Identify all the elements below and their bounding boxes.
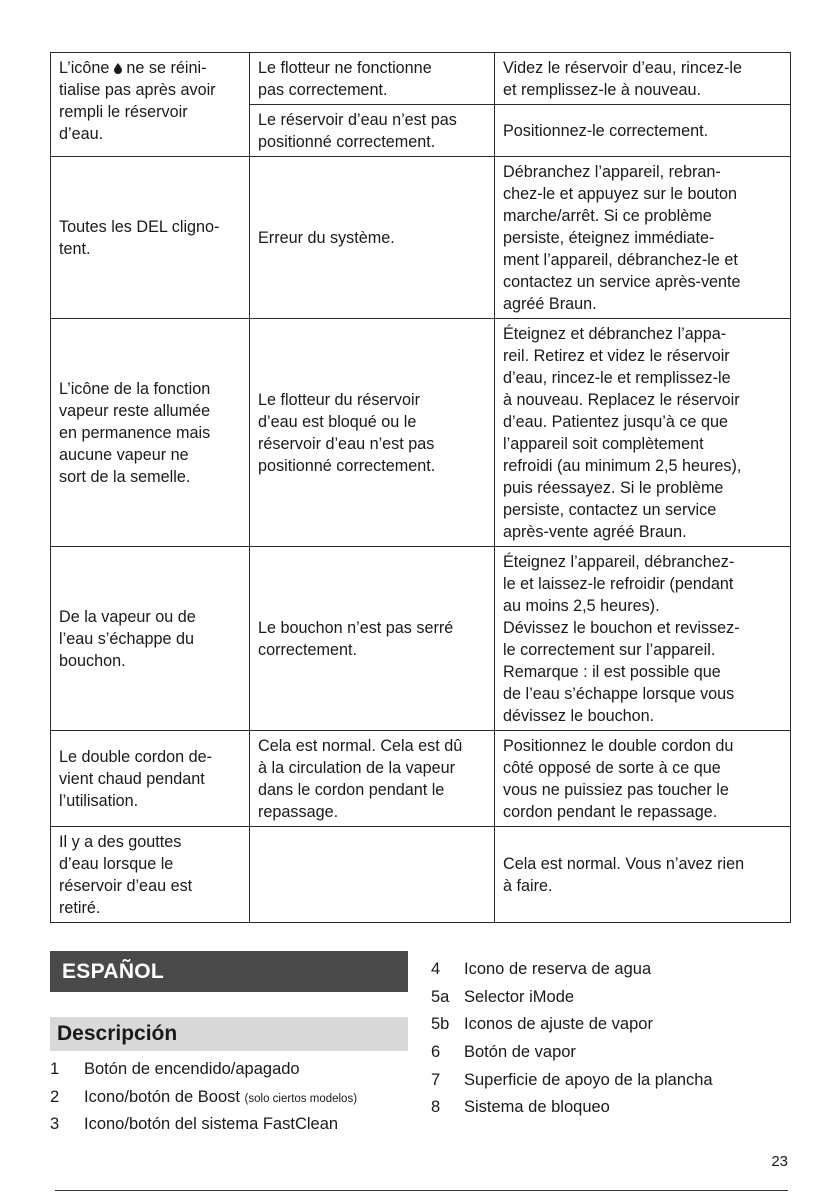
cause-cell: Le réservoir d’eau n’est pas positionné correctement.: [250, 105, 495, 157]
cause-cell: Cela est normal. Cela est dû à la circulation de la vapeur dans le cordon pendant le repassage.: [250, 731, 495, 827]
solution-cell: Positionnez le double cordon du côté opposé de sorte à ce que vous ne puissiez pas toucher le cordon pendant le repassage.: [495, 731, 791, 827]
list-item: 7 Superficie de apoyo de la plancha: [431, 1070, 713, 1089]
problem-cell: De la vapeur ou de l’eau s’échappe du bouchon.: [51, 547, 250, 731]
water-drop-icon: [114, 63, 122, 74]
solution-cell: Débranchez l’appareil, rebran- chez-le et appuyez sur le bouton marche/arrêt. Si ce problème persiste, éteignez immédiate- ment l’appareil, débranchez-le et contactez un service après-vente agréé Braun.: [495, 157, 791, 319]
problem-cell: L’icône ne se réini- tialise pas après avoir rempli le réservoir d’eau.: [51, 53, 250, 157]
footer-divider: [55, 1190, 788, 1191]
table-row: [51, 547, 791, 731]
problem-cell: Le double cordon de- vient chaud pendant l’utilisation.: [51, 731, 250, 827]
cause-cell: Erreur du système.: [250, 157, 495, 319]
troubleshooting-table: [50, 52, 791, 923]
parts-list: [50, 1056, 357, 1139]
description-heading: Descripción: [50, 1017, 408, 1051]
problem-cell: L’icône de la fonction vapeur reste allumée en permanence mais aucune vapeur ne sort de la semelle.: [51, 319, 250, 547]
table-row: [51, 157, 791, 319]
list-item: 5a Selector iMode: [431, 987, 575, 1006]
list-item: 4 Icono de reserva de agua: [431, 960, 652, 978]
list-item: 6 Botón de vapor: [431, 1043, 576, 1062]
solution-cell: Videz le réservoir d’eau, rincez-le et remplissez-le à nouveau.: [495, 53, 791, 105]
solution-cell: Positionnez-le correctement.: [495, 105, 791, 157]
table-row: [51, 827, 791, 923]
list-item: 5b Iconos de ajuste de vapor: [431, 1015, 653, 1034]
problem-cell: Toutes les DEL cligno- tent.: [51, 157, 250, 319]
language-section-title: ESPAÑOL: [50, 951, 408, 992]
list-item: 2 Icono/botón de Boost (solo ciertos modelos): [50, 1087, 358, 1106]
solution-cell: Éteignez et débranchez l’appa- reil. Retirez et videz le réservoir d’eau, rincez-le et remplissez-le à nouveau. Replacez le réservoir d’eau. Patientez jusqu’à ce que l’appareil soit complètement refroidi (au minimum 2,5 heures), puis réessayez. Si le problème persiste, contactez un service après-vente agréé Braun.: [495, 319, 791, 547]
cause-cell: Le flotteur du réservoir d’eau est bloqué ou le réservoir d’eau n’est pas positionné correctement.: [250, 319, 495, 547]
list-item: 1 Botón de encendido/apagado: [50, 1060, 300, 1078]
parts-list: [431, 956, 713, 1122]
table-row: [51, 319, 791, 547]
list-item: 8 Sistema de bloqueo: [431, 1098, 610, 1117]
cause-cell: Le bouchon n’est pas serré correctement.: [250, 547, 495, 731]
table-row: [51, 731, 791, 827]
list-item: 3 Icono/botón del sistema FastClean: [50, 1115, 339, 1134]
solution-cell: Éteignez l’appareil, débranchez- le et laissez-le refroidir (pendant au moins 2,5 heures). Dévissez le bouchon et revissez- le correctement sur l’appareil. Remarque : il est possible que de l’eau s’échappe lorsque vous dévissez le bouchon.: [495, 547, 791, 731]
cause-cell: [250, 827, 495, 923]
cause-cell: Le flotteur ne fonctionne pas correctement.: [250, 53, 495, 105]
page-number: 23: [771, 1153, 788, 1170]
problem-cell: Il y a des gouttes d’eau lorsque le réservoir d’eau est retiré.: [51, 827, 250, 923]
solution-cell: Cela est normal. Vous n’avez rien à faire.: [495, 827, 791, 923]
table-row: [51, 53, 791, 105]
